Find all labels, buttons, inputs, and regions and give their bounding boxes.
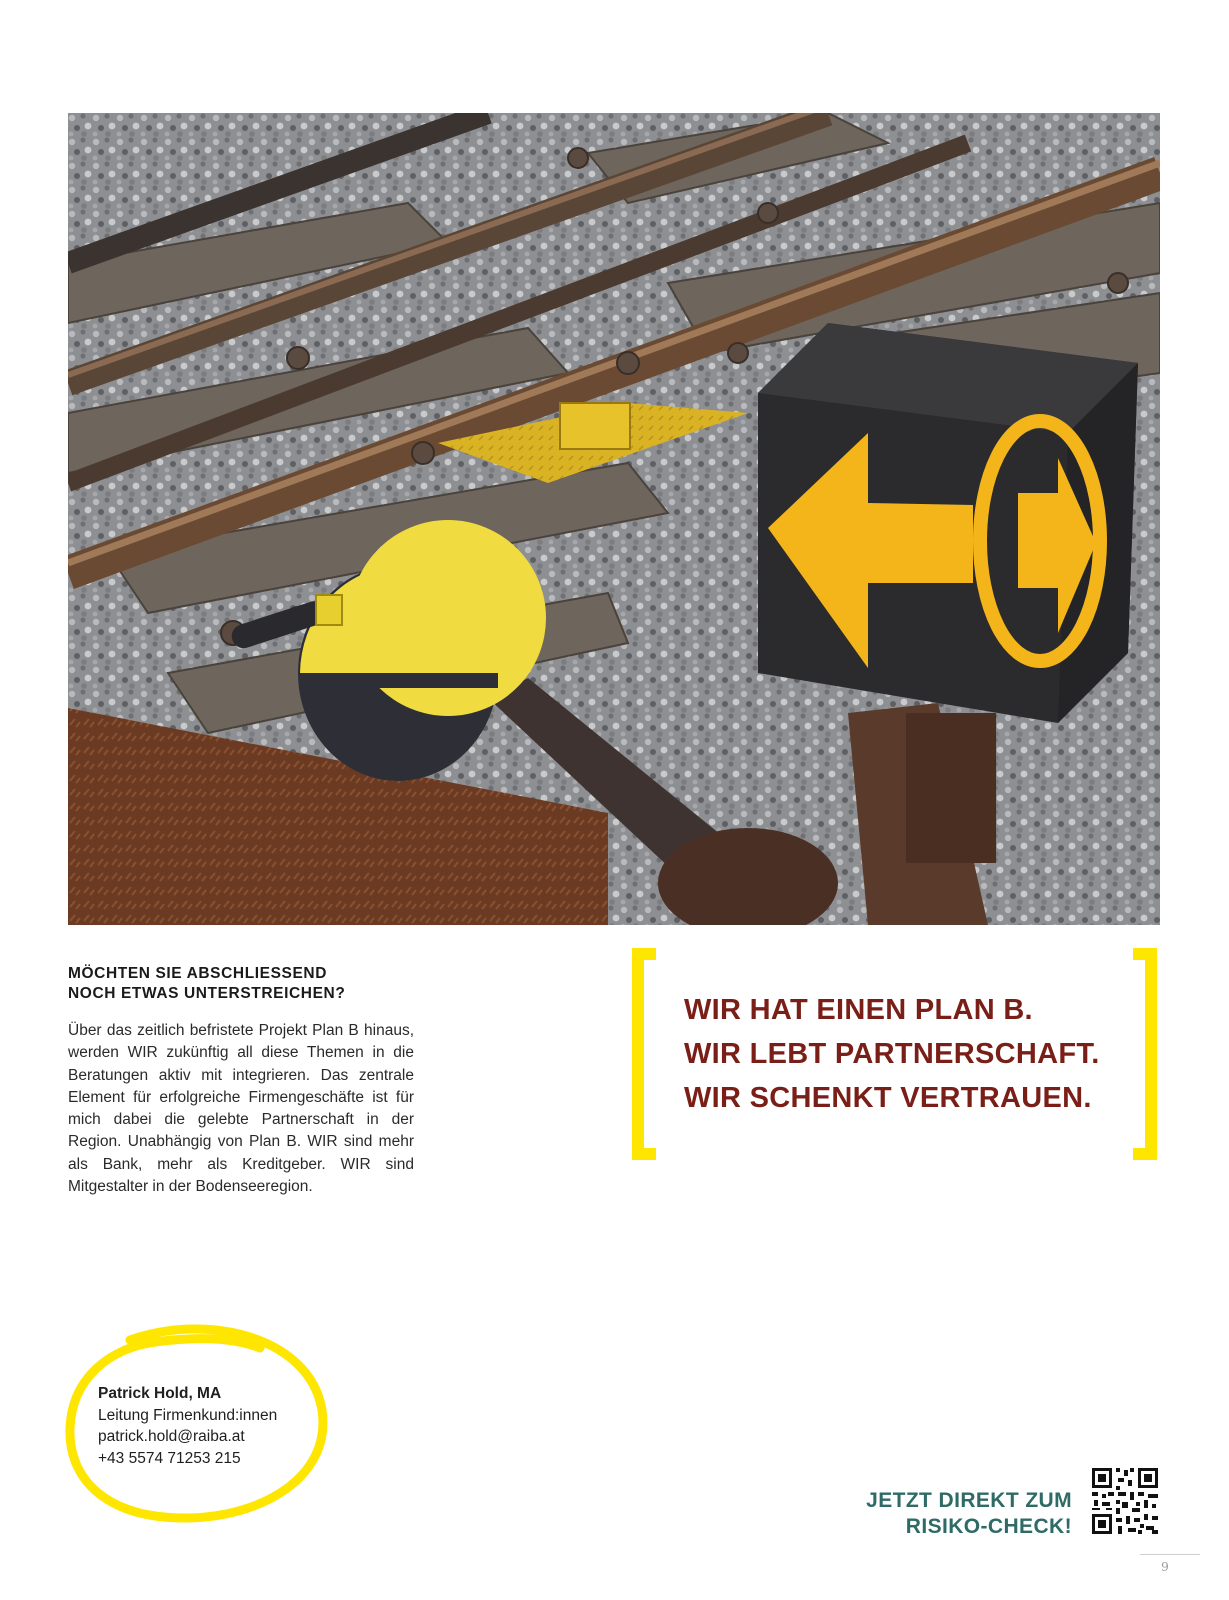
railway-switch-photo — [68, 113, 1160, 925]
quote-line-1: WIR HAT EINEN PLAN B. — [684, 994, 1033, 1026]
contact-phone[interactable]: +43 5574 71253 215 — [98, 1449, 241, 1467]
qr-code-icon[interactable] — [1092, 1468, 1158, 1534]
risk-check-cta[interactable] — [790, 1488, 1072, 1540]
cta-line-2: RISIKO-CHECK! — [905, 1515, 1072, 1538]
heading-line-1: MÖCHTEN SIE ABSCHLIESSEND — [68, 965, 328, 982]
contact-email[interactable]: patrick.hold@raiba.at — [98, 1428, 245, 1445]
quote-line-3: WIR SCHENKT VERTRAUEN. — [684, 1082, 1092, 1114]
quote-line-2: WIR LEBT PARTNERSCHAFT. — [684, 1038, 1100, 1070]
heading-line-2: NOCH ETWAS UNTERSTREICHEN? — [68, 985, 346, 1002]
left-bracket — [632, 948, 656, 1160]
contact-role: Leitung Firmenkund:innen — [98, 1406, 278, 1424]
contact-name: Patrick Hold, MA — [98, 1385, 222, 1402]
contact-block — [98, 1383, 328, 1469]
right-bracket — [1133, 948, 1157, 1160]
pull-quote — [684, 988, 1124, 1120]
page-number: 9 — [1161, 1560, 1169, 1574]
cta-line-1: JETZT DIREKT ZUM — [866, 1489, 1072, 1512]
section-heading — [68, 964, 428, 1004]
railway-switch-illustration — [68, 113, 1160, 925]
footer-rule — [1140, 1554, 1200, 1555]
article-body: Über das zeitlich befristete Projekt Plan B hinaus, werden WIR zukünftig all diese Themen in die Beratungen aktiv mit integrieren. Das zentrale Element für erfolgreiche Firmengeschäfte ist für mich dabei die gelebte Partnerschaft in der Region. Unabhängig von Plan B. WIR sind mehr als Bank, mehr als Kreditgeber. WIR sind Mitgestalter in der Bodenseeregion. — [68, 1022, 414, 1196]
